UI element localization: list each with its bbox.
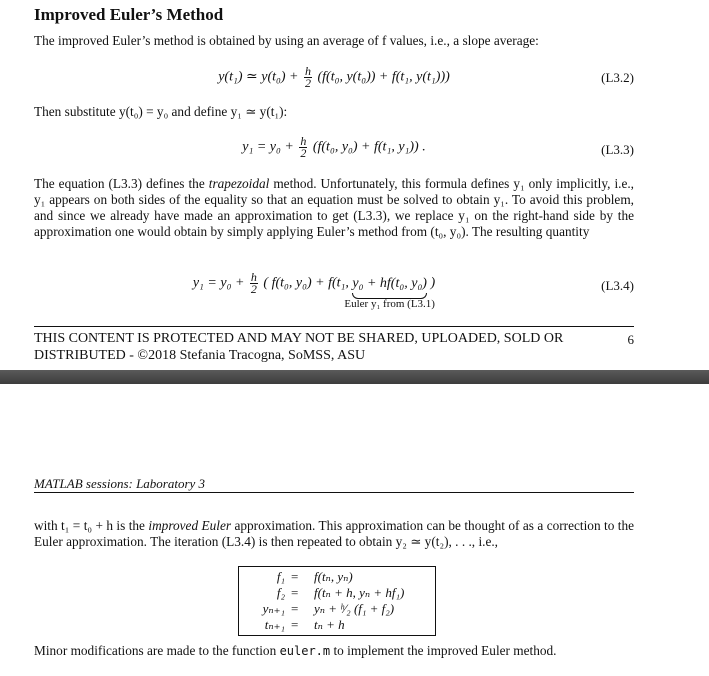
algorithm-row: f₁ = f(tₙ, yₙ) — [276, 569, 353, 584]
algorithm-row: tₙ₊₁ = tₙ + h — [264, 617, 345, 632]
closing-paragraph: Minor modifications are made to the function euler.m to implement the improved Euler method. — [34, 643, 557, 658]
eq-L33-tag: (L3.3) — [601, 142, 634, 157]
algorithm-row: f₂ = f(tₙ + h, yₙ + hf₁) — [276, 585, 405, 600]
euler-function-name: euler.m — [279, 644, 331, 658]
trapezoidal-paragraph: The equation (L3.3) defines the trapezoidal method. Unfortunately, this formula defines y₁ only implicitly, i.e., y₁ appears on both sides of the equality so that an equation must be solved to obtain y₁. To avoid this problem, and since we already have made an approximation to get (L3.3), we replace y₁ on the right-hand side by the approximation one would obtain by simply applying Euler’s method from (t₀, y₀). The resulting quantity — [34, 176, 635, 239]
equation-L3-2 — [34, 60, 634, 94]
eq-L34-mid: ( f(t₀, y₀) + f(t₁, — [263, 275, 349, 291]
eq-L33-fraction: $\frac{h}{2}$ — [300, 134, 307, 160]
eq-L32-fraction: $\frac{h}{2}$ — [304, 64, 311, 90]
eq-L34-fraction: $\frac{h}{2}$ — [250, 270, 257, 296]
eq-L34-lhs: y₁ = y₀ + — [192, 275, 245, 291]
substitute-paragraph: Then substitute y(t₀) = y₀ and define y₁ ≃ y(t₁): — [34, 104, 288, 119]
eq-L33-lhs: y₁ = y₀ + — [242, 139, 294, 155]
eq-L32-rhs: (f(t₀, y(t₀)) + f(t₁, y(t₁))) — [317, 69, 450, 85]
equation-L3-4 — [34, 268, 634, 318]
footer-rule — [34, 326, 634, 327]
page-number: 6 — [627, 332, 634, 347]
algorithm-row: yₙ₊₁ = yₙ + ʰ⁄₂ (f₁ + f₂) — [262, 601, 395, 616]
trapezoidal-emphasis: trapezoidal — [208, 176, 270, 191]
eq-L34-tail: ) — [430, 275, 436, 291]
eq-L32-lhs: y(t₁) ≃ y(t₀) + — [218, 69, 299, 85]
eq-L34-tag: (L3.4) — [601, 278, 634, 293]
intro-paragraph: The improved Euler’s method is obtained by using an average of f values, i.e., a slope average: — [34, 33, 539, 48]
equation-L3-3 — [34, 130, 634, 166]
algorithm-box — [238, 566, 436, 636]
eq-L32-tag: (L3.2) — [601, 70, 634, 85]
eq-L33-rhs: (f(t₀, y₀) + f(t₁, y₁)) . — [312, 139, 426, 155]
eq-L34-underbrace: y₀ + hf(t₀, y₀) Euler y₁ from (L3.1) — [344, 275, 435, 310]
header-rule — [34, 492, 634, 493]
page-separator — [0, 370, 709, 384]
improved-euler-paragraph: with t₁ = t₀ + h is the improved Euler approximation. This approximation can be thought of as a correction to the Euler approximation. The iteration (L3.4) is then repeated to obtain y₂ ≃ y(t₂), . . ., i.e., — [34, 518, 635, 549]
running-head: MATLAB sessions: Laboratory 3 — [34, 476, 206, 491]
section-title: Improved Euler’s Method — [34, 5, 224, 24]
underbrace-label: Euler y₁ from (L3.1) — [344, 297, 435, 310]
copyright-notice: THIS CONTENT IS PROTECTED AND MAY NOT BE SHARED, UPLOADED, SOLD OR DISTRIBUTED - ©2018 Stefania Tracogna, SoMSS, ASU — [34, 331, 564, 363]
improved-euler-emphasis: improved Euler — [148, 518, 232, 533]
